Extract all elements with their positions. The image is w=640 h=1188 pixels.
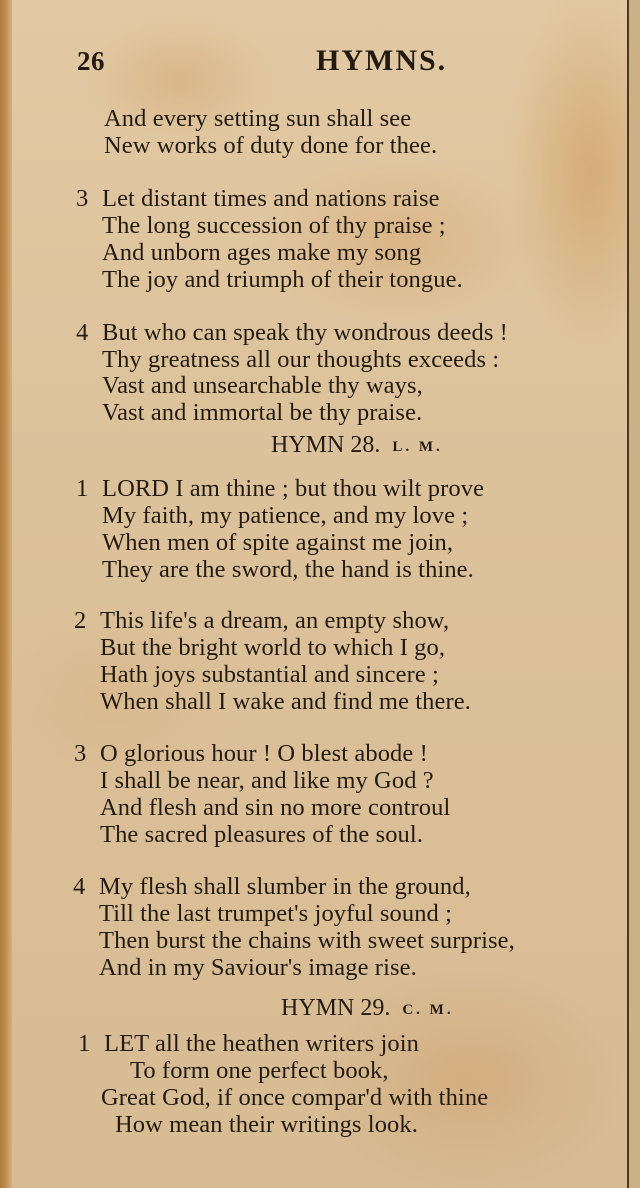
verse-line: Vast and unsearchable thy ways, bbox=[102, 372, 423, 399]
hymn-29-heading bbox=[281, 994, 454, 1024]
verse-line: O glorious hour ! O blest abode ! bbox=[100, 740, 428, 767]
verse-line: The joy and triumph of their tongue. bbox=[102, 266, 463, 293]
verse-line: This life's a dream, an empty show, bbox=[100, 607, 450, 634]
verse-line: LET all the heathen writers join bbox=[104, 1030, 420, 1057]
verse-line: And unborn ages make my song bbox=[102, 239, 422, 266]
verse-line: But the bright world to which I go, bbox=[100, 634, 446, 661]
verse-number: 2 bbox=[74, 607, 87, 634]
verse-line: When shall I wake and find me there. bbox=[100, 688, 471, 715]
verse-line: Great God, if once compar'd with thine bbox=[101, 1084, 489, 1111]
verse-line: The long succession of thy praise ; bbox=[102, 212, 446, 239]
verse-line: And flesh and sin no more controul bbox=[100, 794, 451, 821]
hymn-title: HYMN 28. bbox=[271, 432, 381, 458]
verse-line: Vast and immortal be thy praise. bbox=[102, 399, 423, 426]
verse-number: 1 bbox=[76, 475, 89, 502]
verse-line: Then burst the chains with sweet surprise, bbox=[99, 927, 515, 954]
verse-line: And every setting sun shall see bbox=[104, 105, 412, 132]
verse-line: New works of duty done for thee. bbox=[104, 132, 438, 159]
hymn-meter: C. M. bbox=[402, 1002, 454, 1018]
verse-line: When men of spite against me join, bbox=[102, 529, 454, 556]
verse-line: I shall be near, and like my God ? bbox=[100, 767, 434, 794]
verse-line: Let distant times and nations raise bbox=[102, 185, 440, 212]
verse-line: To form one perfect book, bbox=[130, 1057, 389, 1084]
verse-number: 4 bbox=[73, 873, 86, 900]
verse-number: 3 bbox=[74, 740, 87, 767]
verse-line: They are the sword, the hand is thine. bbox=[102, 556, 474, 583]
hymn-28-heading bbox=[271, 431, 443, 461]
running-header bbox=[0, 44, 640, 84]
verse-line: Thy greatness all our thoughts exceeds : bbox=[102, 346, 500, 373]
verse-line: My flesh shall slumber in the ground, bbox=[99, 873, 471, 900]
verse-line: But who can speak thy wondrous deeds ! bbox=[102, 319, 508, 346]
verse-line: My faith, my patience, and my love ; bbox=[102, 502, 469, 529]
page-gutter-edge bbox=[0, 0, 12, 1188]
verse-number: 1 bbox=[78, 1030, 91, 1057]
verse-number: 3 bbox=[76, 185, 89, 212]
page-right-margin bbox=[629, 0, 640, 1188]
verse-line: The sacred pleasures of the soul. bbox=[100, 821, 424, 848]
hymn-meter: L. M. bbox=[392, 439, 443, 455]
verse-line: LORD I am thine ; but thou wilt prove bbox=[102, 475, 485, 502]
verse-line: Till the last trumpet's joyful sound ; bbox=[99, 900, 453, 927]
page-number: 26 bbox=[77, 46, 105, 76]
verse-line: And in my Saviour's image rise. bbox=[99, 954, 417, 981]
verse-line: Hath joys substantial and sincere ; bbox=[100, 661, 439, 688]
running-title: HYMNS. bbox=[316, 44, 448, 77]
hymn-title: HYMN 29. bbox=[281, 995, 391, 1021]
verse-line: How mean their writings look. bbox=[115, 1111, 418, 1138]
verse-number: 4 bbox=[76, 319, 89, 346]
